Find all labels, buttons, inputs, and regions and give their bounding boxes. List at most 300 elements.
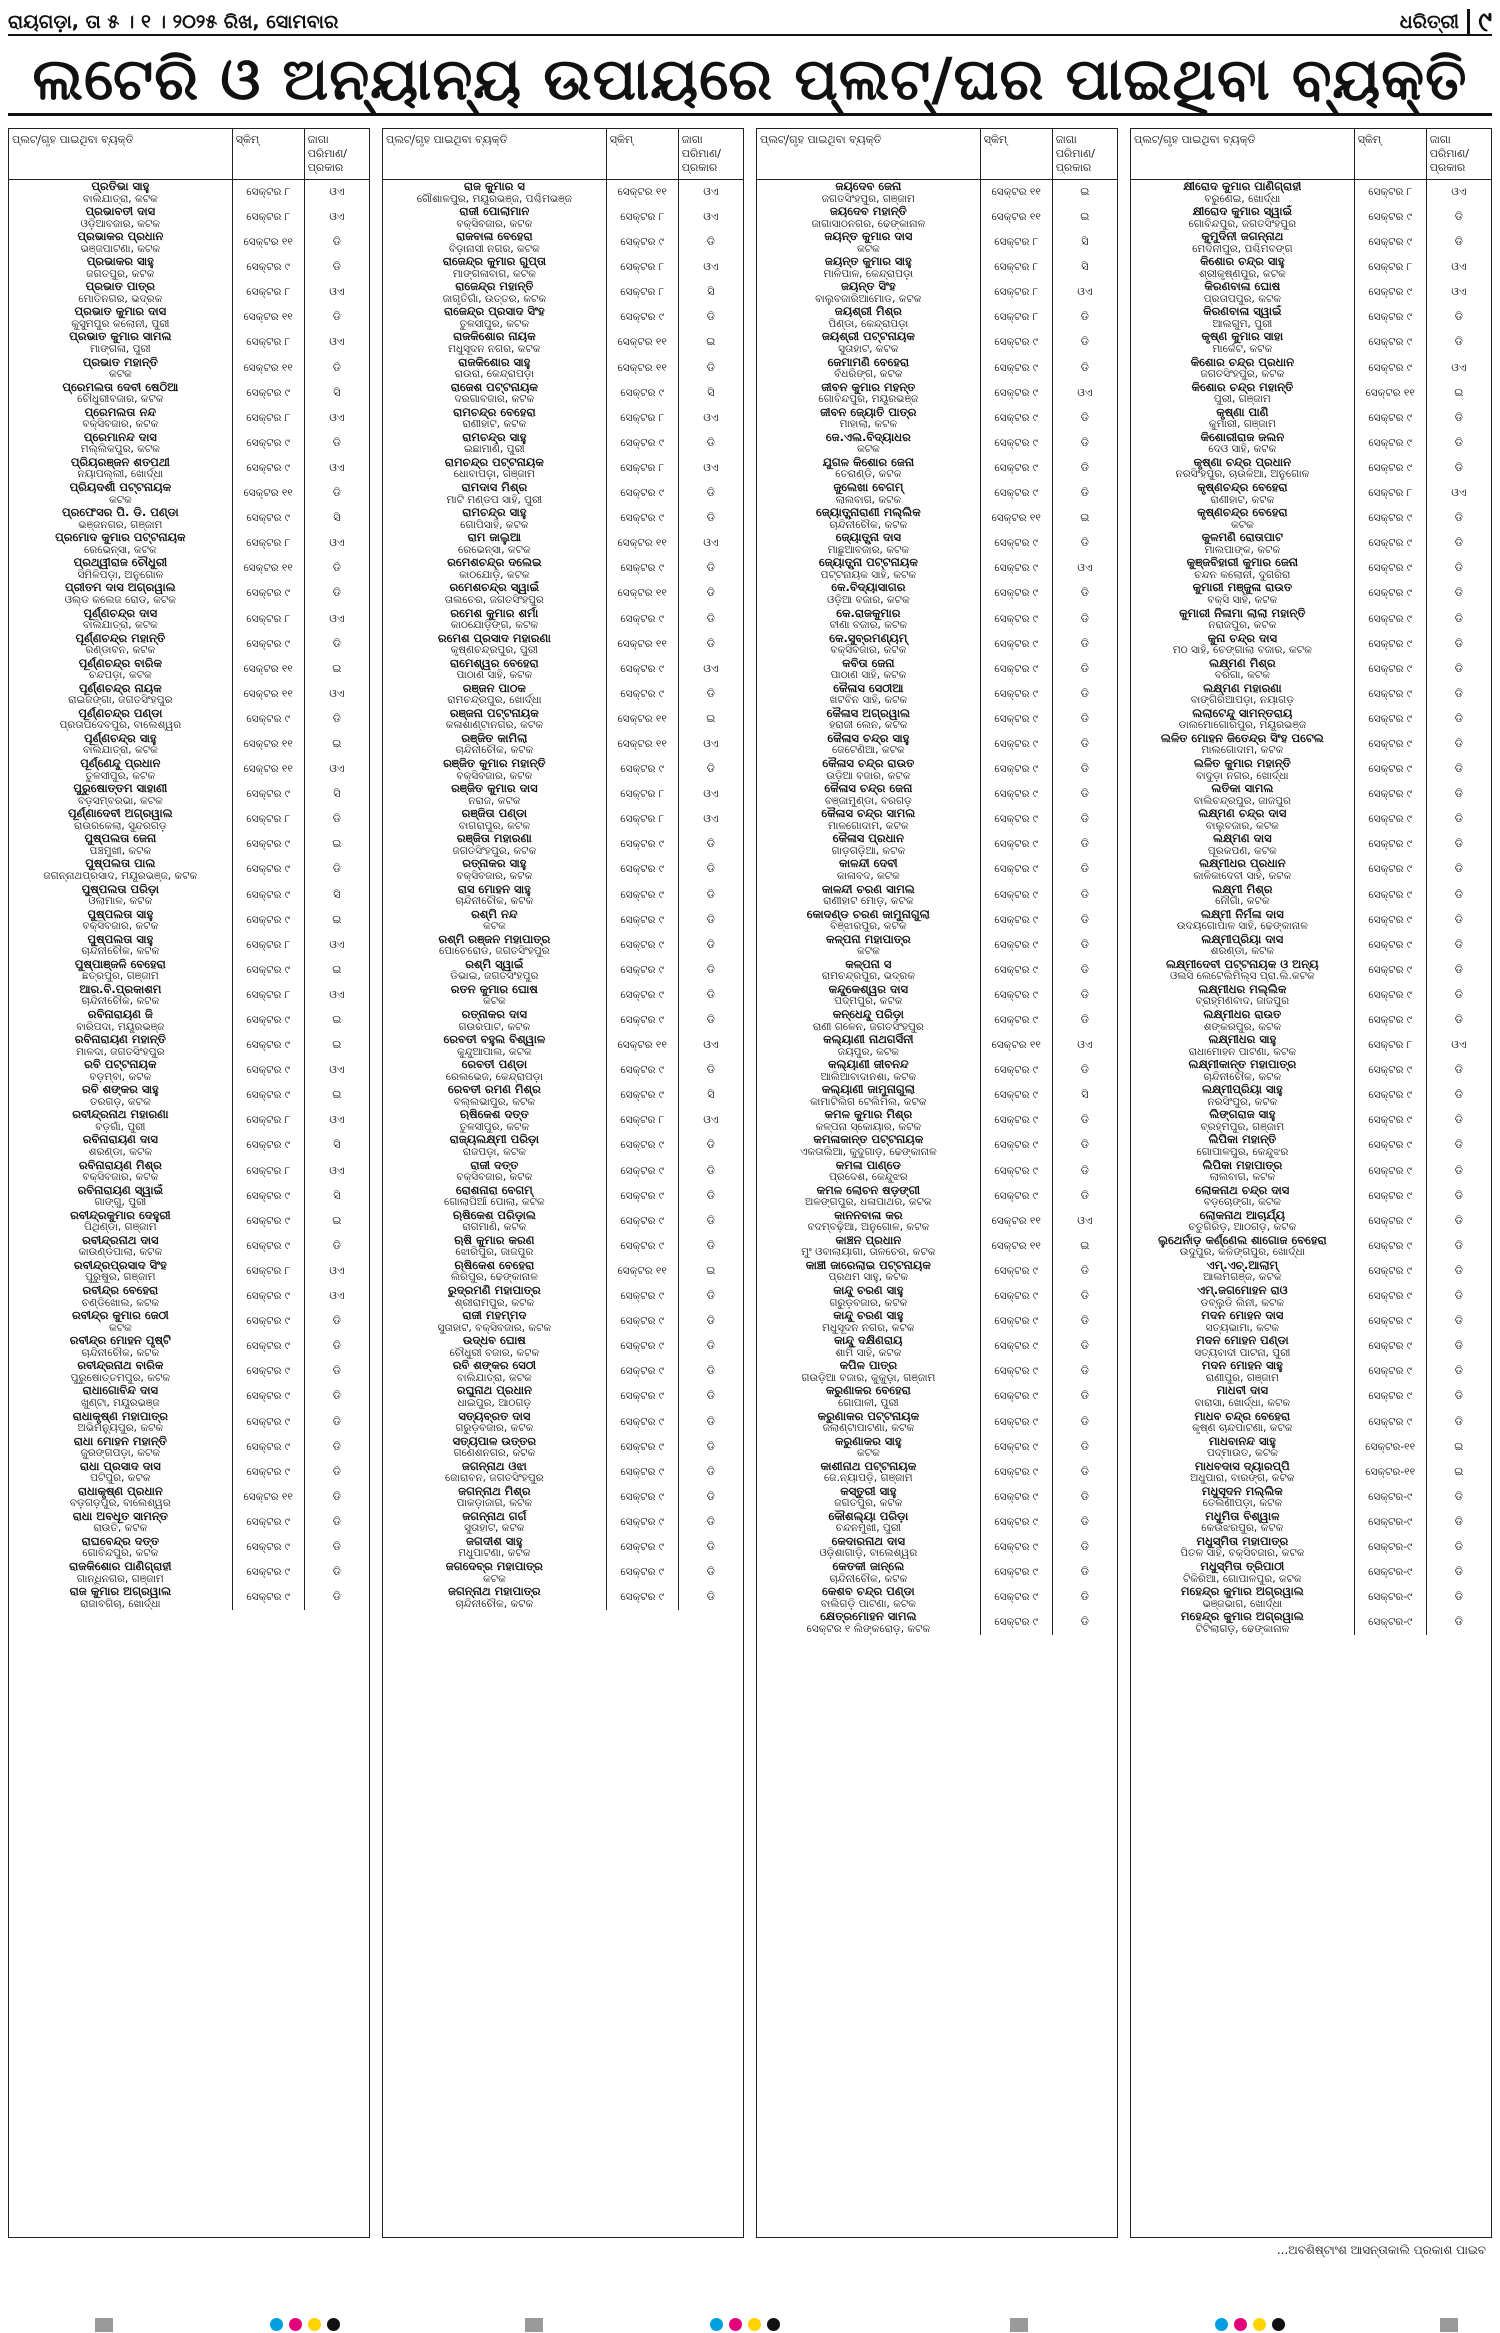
allottee-address: ଗଉଡ଼ିଆ ବଜାର, କୁକୁଡ଼ା, ଗଞ୍ଜାମ [801,1371,936,1384]
allottee-address: କଳାଶାଣ୍ଟାନଗର, କଟକ [445,719,543,732]
scheme-cell: ସେକ୍ଟର ୯ [980,1309,1052,1334]
allottee-address: ବାଲିଯାତ୍ରା, କଟକ [82,192,158,205]
allottee-cell [9,1435,232,1460]
plot-type-cell: ଡି [1080,1514,1089,1528]
plot-type-cell: ଡି [1454,1113,1463,1127]
allottee-address: ଦରଗାବଜାର, କଟକ [454,393,535,406]
scheme-cell: ସେକ୍ଟର ୯ [606,1234,678,1259]
allottee-address: ଚାନ୍ଦିନୀଚୌକ, କଟକ [81,1346,160,1359]
allotment-row [383,632,743,657]
allottee-address: ବରୁଣେଇ, ଖୋର୍ଦ୍ଧା [1204,192,1281,205]
scheme-cell: ସେକ୍ଟର ୯ [1354,431,1426,456]
scheme-cell: ସେକ୍ଟର ୯ [1354,230,1426,255]
allottee-name: ଜୟନ୍ତ କୁମାର ସାହୁ [824,255,912,269]
allotment-row [9,1259,369,1284]
column-1 [8,128,370,2238]
allotment-row [383,707,743,732]
allottee-cell [757,230,980,255]
allottee-cell [757,607,980,632]
scheme-cell: ସେକ୍ଟର ୯ [606,1133,678,1158]
allottee-name: ଜ୍ୟୋତ୍ସ୍ନାରାଣୀ ମଲ୍ଲିକ [815,506,921,520]
plot-type-cell: ଓଏ [703,787,719,801]
allotment-row [757,1384,1117,1409]
allottee-cell [757,305,980,330]
scheme-cell: ସେକ୍ଟର ୮ [980,255,1052,280]
plot-type-cell: ଡି [1454,762,1463,776]
scheme-cell: ସେକ୍ଟର ୯ [980,1485,1052,1510]
allotment-row [383,581,743,606]
plot-type-cell: ଡି [332,862,341,876]
allottee-name: ପ୍ରଭାବତୀ ଦାସ [85,205,156,218]
allottee-address: ଗରୁଡ଼ବଜାର, କଟକ [829,1296,908,1309]
allottee-cell [383,1384,606,1409]
plot-type-cell: ଡି [1454,1213,1463,1227]
allottee-cell [9,1259,232,1284]
scheme-cell: ସେକ୍ଟର ୯ [1354,1234,1426,1259]
scheme-cell: ସେକ୍ଟର ୯ [232,381,304,406]
plot-type-cell: ଇ [332,912,342,926]
allottee-name: କୈଳାସ ଚନ୍ଦ୍ର ସାମଲ [821,807,916,821]
allotment-row [757,1058,1117,1083]
allottee-name: କୁଞ୍ଜବିହାରୀ କୁମାର ଜେନା [1186,556,1299,570]
allottee-cell [1131,356,1354,381]
scheme-cell: ସେକ୍ଟର ୯ [232,456,304,481]
plot-type-cell: ଡି [1080,762,1089,776]
allottee-cell [9,1460,232,1485]
header-type: ଜାଗା ପରିମାଣ/ ପ୍ରକାର [1426,129,1491,180]
plot-type-cell: ଡି [1454,460,1463,474]
allottee-cell [757,1359,980,1384]
allottee-address: ବଁଧରିଙ୍ଗ, କଟକ [834,368,903,381]
allottee-address: ମୁଂ ଓବାଲାୟାଗା, ତାଳଚେର, କଟକ [801,1246,936,1259]
allottee-address: ବକ୍ସି ସାହି, କଟକ [1207,593,1278,606]
scheme-cell: ସେକ୍ଟର ୯ [232,581,304,606]
allottee-cell [757,255,980,280]
allotment-row [383,1460,743,1485]
allottee-name: ରଞ୍ଜନା ପଟ୍ଟନାୟକ [449,706,539,720]
allotment-row [1131,1008,1491,1033]
allottee-cell [1131,1460,1354,1485]
scheme-cell: ସେକ୍ଟର ୮ [232,1259,304,1284]
allottee-address: କୃଷ୍ଣଚନ୍ଦ୍ରପୁର, ପୁରୀ [450,644,539,657]
allottee-cell [383,707,606,732]
scheme-cell: ସେକ୍ଟର ୯ [606,1008,678,1033]
allottee-cell [9,456,232,481]
plot-type-cell: ସି [707,385,715,399]
allottee-cell [1131,1610,1354,1635]
allotment-row [9,607,369,632]
allottee-name: କୁମାରୀ ନିଳାମା ଲାଲା ମହାନ୍ତି [1179,606,1306,620]
plot-type-cell: ଡି [706,1138,715,1152]
plot-type-cell: ଡି [1454,586,1463,600]
allottee-cell [1131,1384,1354,1409]
allottee-name: କମଳ ଲୋଚନ ଷଡ଼ଙ୍ଗୀ [816,1183,921,1197]
scheme-cell: ସେକ୍ଟର ୯ [1354,1058,1426,1083]
allotment-row [9,757,369,782]
scheme-cell: ସେକ୍ଟର ୯ [980,1560,1052,1585]
allotment-row [1131,908,1491,933]
scheme-cell: ସେକ୍ଟର ୯ [1354,807,1426,832]
allotment-row [383,1410,743,1435]
plot-type-cell: ଡି [1454,636,1463,650]
allottee-cell [383,883,606,908]
allottee-name: ମଧୁସ୍ମିତା ମହାପାତ୍ର [1196,1534,1289,1548]
allottee-cell [1131,883,1354,908]
plot-type-cell: ଇ [1454,1464,1464,1478]
scheme-cell: ସେକ୍ଟର ୯ [980,1410,1052,1435]
allottee-cell [757,707,980,732]
allotment-row [9,481,369,506]
allottee-address: ଆଲମଗଞ୍ଜ, କଟକ [1203,1271,1282,1284]
allottee-address: ବ୍ରହ୍ମପୁର, ଗଞ୍ଜାମ [1200,1120,1285,1133]
allotment-row [383,506,743,531]
gray-swatch [1440,2318,1458,2332]
allottee-address: ପୋଚେରୋଡ, ଜଗତସିଂହପୁର [439,945,550,958]
plot-type-cell: ଡି [706,486,715,500]
plot-type-cell: ସି [707,1088,715,1102]
scheme-cell: ସେକ୍ଟର ୯ [980,1259,1052,1284]
allottee-address: ବାଲିଯାତ୍ରା, କଟକ [82,744,158,757]
scheme-cell: ସେକ୍ଟର ୯ [606,883,678,908]
column-2 [382,128,744,2238]
scheme-cell: ସେକ୍ଟର ୧୧ [606,330,678,355]
allottee-address: କୁନ୍ଦୁଆପାଲ, କଟକ [456,1045,532,1058]
allottee-cell [757,431,980,456]
allottee-name: ରତ୍ନାକର ଦାସ [461,1008,528,1021]
plot-type-cell: ଓଏ [329,335,345,349]
allotment-row [1131,1159,1491,1184]
allottee-cell [383,657,606,682]
allottee-name: ଲିଙ୍ଗରାଜ ସାହୁ [1209,1108,1276,1122]
scheme-cell: ସେକ୍ଟର ୯ [606,305,678,330]
allottee-name: କେ.ବିଦ୍ୟାସାଗର [831,581,906,595]
allotment-row [383,983,743,1008]
scheme-cell: ସେକ୍ଟର ୯ [232,908,304,933]
allottee-address: ବାଲୁବଜାରିଆମୋଡ, କଟକ [815,292,922,305]
allottee-address: କଟକ [482,1572,506,1585]
allotment-row [757,607,1117,632]
plot-type-cell: ଡି [1080,736,1089,750]
scheme-cell: ସେକ୍ଟର ୯ [980,1284,1052,1309]
allottee-address: କାଳାବଦ, କଟକ [836,869,900,882]
plot-type-cell: ଓଏ [1077,1038,1093,1052]
allotment-row [1131,832,1491,857]
scheme-cell: ସେକ୍ଟର-୯ [1354,1535,1426,1560]
allotment-row [1131,431,1491,456]
allottee-cell [9,1033,232,1058]
plot-type-cell: ଇ [332,1038,342,1052]
scheme-cell: ସେକ୍ଟର ୯ [1354,556,1426,581]
allottee-name: ଲିପିକା ମହାନ୍ତି [1208,1133,1277,1147]
allottee-cell [757,1485,980,1510]
scheme-cell: ସେକ୍ଟର ୯ [980,1159,1052,1184]
plot-type-cell: ଡି [332,1464,341,1478]
allottee-cell [9,1334,232,1359]
allottee-address: ନରସିଂପୁର, କଟକ [1207,1095,1278,1108]
allottee-name: ରାମ ଜାଲୁଆ [467,531,522,545]
scheme-cell: ସେକ୍ଟର ୯ [980,381,1052,406]
allotment-row [383,280,743,305]
allottee-name: ରବିନାରାୟଣ ଦାସ [82,1133,158,1147]
allotment-row [1131,531,1491,556]
scheme-cell: ସେକ୍ଟର ୧୧ [606,1033,678,1058]
allottee-name: ରଞ୍ଜିତା ମହାରଣା [456,832,532,846]
scheme-cell: ସେକ୍ଟର ୯ [232,782,304,807]
allottee-address: ଟିକିରିଆ, ଗୋପାଳପୁର, କଟକ [1183,1572,1302,1585]
allottee-cell [383,1033,606,1058]
scheme-cell: ସେକ୍ଟର ୯ [232,832,304,857]
allottee-address: ବାଗରାପୁର, କଟକ [458,819,530,832]
allottee-cell [1131,707,1354,732]
scheme-cell: ସେକ୍ଟର ୯ [606,1535,678,1560]
allotment-columns [8,128,1492,2238]
plot-type-cell: ଡି [332,586,341,600]
scheme-cell: ସେକ୍ଟର-୯ [1354,1610,1426,1635]
allottee-name: କେ.ସୁବ୍ରମଣ୍ୟମ୍ [829,631,908,645]
allottee-address: ରାଉରା, କେନ୍ଦ୍ରାପଡ଼ା [454,368,535,381]
allotment-row [9,832,369,857]
allotment-row [1131,506,1491,531]
plot-type-cell: ଡି [706,561,715,575]
allottee-name: ରାଘବେନ୍ଦ୍ର ଦତ୍ତ [81,1534,160,1548]
scheme-cell: ସେକ୍ଟର ୮ [980,305,1052,330]
allotment-row [383,682,743,707]
plot-type-cell: ଓଏ [329,611,345,625]
allottee-name: ପ୍ରଭାକର ସାହୁ [86,255,154,269]
allottee-cell [9,1359,232,1384]
allotment-row [9,707,369,732]
allottee-cell [757,1510,980,1535]
allottee-name: କିରଣବାଳା ଘୋଷ [1204,280,1281,294]
plot-type-cell: ଡି [706,586,715,600]
cmyk-dots [270,2318,340,2331]
scheme-cell: ସେକ୍ଟର ୧୧ [232,1485,304,1510]
scheme-cell: ସେକ୍ଟର ୯ [606,682,678,707]
allottee-name: ପୂର୍ଣ୍ଣଚନ୍ଦ୍ର ବାରିକ [78,656,162,670]
allottee-cell [757,958,980,983]
plot-type-cell: ଡି [706,686,715,700]
scheme-cell: ସେକ୍ଟର ୯ [232,506,304,531]
allottee-address: ମେଦିନୀପୁର, ପଶ୍ଚିମବଙ୍ଗ [1192,242,1293,255]
allottee-cell [757,983,980,1008]
allotment-row [9,180,369,206]
allottee-name: ରାମଦାସ ମିଶ୍ର [461,481,528,495]
scheme-cell: ସେକ୍ଟର ୯ [980,1535,1052,1560]
scheme-cell: ସେକ୍ଟର ୮ [232,406,304,431]
plot-type-cell: ଡି [1454,962,1463,976]
allotment-row [1131,481,1491,506]
allotment-row [1131,657,1491,682]
header-type: ଜାଗା ପରିମାଣ/ ପ୍ରକାର [304,129,369,180]
allottee-name: ଜୟଶ୍ରୀ ପଟ୍ଟନାୟକ [821,330,915,344]
scheme-cell: ସେକ୍ଟର ୯ [980,481,1052,506]
allottee-address: ପ୍ରତାପଦେବପୁର, ବାଲେଶ୍ୱର [59,719,182,732]
allottee-name: କୁଳମଣି ରୋତାପାଟ [1201,531,1284,545]
allottee-address: ଚଣ୍ଡିଖୋଲ, କଟକ [81,1296,159,1309]
allottee-cell [1131,1485,1354,1510]
allottee-address: ଖୁଣ୍ଟା, ମୟୂରଭଞ୍ଜ [81,1396,160,1409]
allottee-address: କଟକ [856,1447,880,1460]
allottee-cell [383,1209,606,1234]
allotment-row [383,1209,743,1234]
allottee-cell [383,205,606,230]
allottee-name: କମଳ କୁମାର ମିଶ୍ର [824,1108,913,1122]
allotment-row [1131,1435,1491,1460]
continuation-note: ...ଅବଶିଷ୍ଟାଂଶ ଆସନ୍ତାକାଲି ପ୍ରକାଶ ପାଇବ [1276,2243,1486,2257]
allottee-address: ବଡ଼ସମ୍ବରଭା, କଟକ [77,794,163,807]
scheme-cell: ସେକ୍ଟର ୧୧ [232,230,304,255]
allotment-row [757,1108,1117,1133]
plot-type-cell: ଡି [1454,812,1463,826]
plot-type-cell: ଇ [332,1213,342,1227]
scheme-cell: ସେକ୍ଟର ୯ [606,1435,678,1460]
allotment-row [383,782,743,807]
allottee-name: ରେବତୀ ବହୁଲ ବିଶ୍ୱାଳ [443,1033,546,1047]
allottee-address: ରାଣୀହାଟ, କଟକ [462,418,527,431]
allottee-address: କାଉଣ୍ଡପାଲା, କଟକ [78,1246,163,1259]
allottee-cell [757,782,980,807]
allotment-row [1131,1033,1491,1058]
plot-type-cell: ଡି [1080,360,1089,374]
allottee-name: ଜୀବନ କୁମାର ମହନ୍ତ [821,380,916,394]
scheme-cell: ସେକ୍ଟର ୯ [232,1435,304,1460]
allottee-cell [757,1334,980,1359]
allottee-address: ଜଗନ୍ନାଥପ୍ରସାଦ, ମୟୂରଭଞ୍ଜ, କଟକ [43,869,198,882]
allottee-cell [1131,657,1354,682]
scheme-cell: ସେକ୍ଟର ୯ [1354,1284,1426,1309]
allottee-cell [1131,782,1354,807]
allottee-cell [757,1234,980,1259]
scheme-cell: ସେକ୍ଟର ୯ [606,1284,678,1309]
allottee-name: ରାଜେନ୍ଦ୍ର କୁମାର ଗୁପ୍ତା [442,255,546,269]
allottee-address: ପଞ୍ଚମୁଖୀ, କଟକ [89,844,152,857]
allottee-cell [1131,1209,1354,1234]
allottee-name: ଜୟନ୍ତ ସିଂହ [840,280,896,294]
allottee-name: ରୁଦ୍ରମଣି ମହାପାତ୍ର [447,1284,541,1298]
plot-type-cell: ଡି [706,1489,715,1503]
allottee-name: କାନ୍ଦୁ ଚରଣ ସାହୁ [833,1284,904,1298]
scheme-cell: ସେକ୍ଟର ୯ [980,857,1052,882]
scheme-cell: ସେକ୍ଟର ୯ [1354,280,1426,305]
allottee-cell [1131,632,1354,657]
allotment-row [1131,1209,1491,1234]
allottee-cell [1131,255,1354,280]
plot-type-cell: ଓଏ [329,410,345,424]
allottee-name: ପୁଷ୍ପଲତା ପାଲ [85,857,156,871]
allottee-name: ରାମଚନ୍ଦ୍ର ପଟ୍ଟନାୟକ [444,455,544,469]
allottee-address: ଓଲ୍ଡ କଲେଜ ରୋଡ, କଟକ [64,593,176,606]
allottee-name: ପ୍ରଥ୍ୱୀରାଜ ଚୌଧୁରୀ [73,556,168,570]
plot-type-cell: ଓଏ [1077,1213,1093,1227]
allottee-cell [757,1159,980,1184]
allotment-row [757,1585,1117,1610]
plot-type-cell: ଡି [706,987,715,1001]
plot-type-cell: ଓଏ [703,736,719,750]
allottee-name: ରାଜୀ ମହମ୍ମଦ [462,1309,527,1323]
plot-type-cell: ଡି [332,260,341,274]
allottee-cell [9,356,232,381]
scheme-cell: ସେକ୍ଟର ୯ [606,857,678,882]
allottee-cell [9,581,232,606]
scheme-cell: ସେକ୍ଟର ୯ [980,632,1052,657]
allottee-name: କନ୍ଦୁକେଶ୍ୱର ଦାସ [828,982,909,996]
plot-type-cell: ଡି [1454,1389,1463,1403]
plot-type-cell: ଓଏ [703,661,719,675]
allotment-row [1131,1133,1491,1158]
allotment-row [383,456,743,481]
allottee-address: କଟକ [482,920,506,933]
allotment-row [9,1284,369,1309]
plot-type-cell: ଡି [1454,787,1463,801]
allotment-row [757,431,1117,456]
scheme-cell: ସେକ୍ଟର ୯ [232,1460,304,1485]
allottee-address: କଳ୍ପନା ସ୍କୋୟାର, କଟକ [815,1120,922,1133]
scheme-cell: ସେକ୍ଟର ୧୧ [606,732,678,757]
allottee-name: ଏମ୍.ଏଚ୍.ଆଲାମ୍ [1206,1258,1279,1272]
allottee-address: ରାମଚନ୍ଦ୍ରପୁର, ଭଦ୍ରକ [821,970,915,983]
allotment-row [1131,857,1491,882]
plot-type-cell: ଡି [332,1489,341,1503]
plot-type-cell: ଡି [1454,837,1463,851]
allottee-address: ରାଣୀପୁର, ଗଞ୍ଜାମ [1205,1371,1279,1384]
allottee-address: ଜାଗାସାଠନଗର, ଢେଙ୍କାନାଳ [811,217,926,230]
plot-type-cell: ଓଏ [329,1113,345,1127]
page-header [8,5,1492,38]
allottee-address: ମଧୁସୂଦନ ନଗର, କଟକ [448,342,541,355]
allottee-cell [757,1309,980,1334]
allottee-address: ରାମଚନ୍ଦ୍ରପୁର, ଖୋର୍ଦ୍ଧା [447,694,542,707]
plot-type-cell: ଡି [706,1163,715,1177]
allotment-row [757,782,1117,807]
allottee-name: ଲଲାଟେନ୍ଦୁ ସାମନ୍ତରାୟ [1192,706,1293,720]
allotment-row [1131,1108,1491,1133]
allottee-name: କୁନା ଚନ୍ଦ୍ର ଦାସ [1207,631,1278,645]
header-name: ପ୍ଲଟ୍/ଗୃହ ପାଇଥିବା ବ୍ୟକ୍ତି [757,129,980,180]
allotment-row [383,205,743,230]
headline: ଲଟେରି ଓ ଅନ୍ୟାନ୍ୟ ଉପାୟରେ ପ୍ଲଟ୍/ଘର ପାଇଥିବା ବ୍ୟକ୍ତି [8,42,1492,116]
allottee-name: କଲ୍ୟାଣୀ ଜୀବନନ୍ଦ [827,1058,909,1072]
allotment-row [1131,1485,1491,1510]
allottee-name: ଲଳିତ କୁମାର ମହାନ୍ତି [1193,757,1291,771]
plot-type-cell: ଇ [706,711,716,725]
plot-type-cell: ଇ [332,962,342,976]
plot-type-cell: ଡି [1080,410,1089,424]
allotment-row [1131,983,1491,1008]
allottee-name: ପ୍ରଫେସର ପି. ଡି. ପଣ୍ଡା [62,506,179,520]
scheme-cell: ସେକ୍ଟର ୧୧ [980,1209,1052,1234]
allottee-name: ଜେ.ଏଲ.ବିଦ୍ୟାଧର [825,430,911,444]
allottee-name: ମହେନ୍ଦ୍ର କୁମାର ଅଗ୍ରୱାଲ [1180,1610,1304,1624]
scheme-cell: ସେକ୍ଟର ୯ [1354,632,1426,657]
page-number: ୯ [1467,9,1492,35]
allotment-row [383,1133,743,1158]
allotment-row [757,531,1117,556]
allottee-address: ଛତ୍ରପୁର, ଗଞ୍ଜାମ [81,970,159,983]
allottee-name: ପୁଷ୍ପଲତା ଜେନା [84,832,157,846]
scheme-cell: ସେକ୍ଟର ୧୧ [980,180,1052,206]
scheme-cell: ସେକ୍ଟର ୮ [232,807,304,832]
allottee-name: ରବି ପଟ୍ଟନାୟକ [84,1058,157,1072]
allottee-name: ଲକ୍ଷ୍ମୀଧର ମଲ୍ଲିକ [1198,982,1287,996]
allotment-row [383,1510,743,1535]
allottee-address: ସତ୍ୟବାଦୀ ପାଟନା, ପୁରୀ [1194,1346,1291,1359]
allotment-row [757,908,1117,933]
scheme-cell: ସେକ୍ଟର ୧୧ [980,205,1052,230]
allottee-cell [383,356,606,381]
allottee-name: ଲକ୍ଷ୍ମଣ ମିଶ୍ର [1209,656,1276,670]
scheme-cell: ସେକ୍ଟର-୯ [1354,1485,1426,1510]
allottee-name: ସତ୍ୟବ୍ରତ ଦାସ [458,1409,531,1423]
